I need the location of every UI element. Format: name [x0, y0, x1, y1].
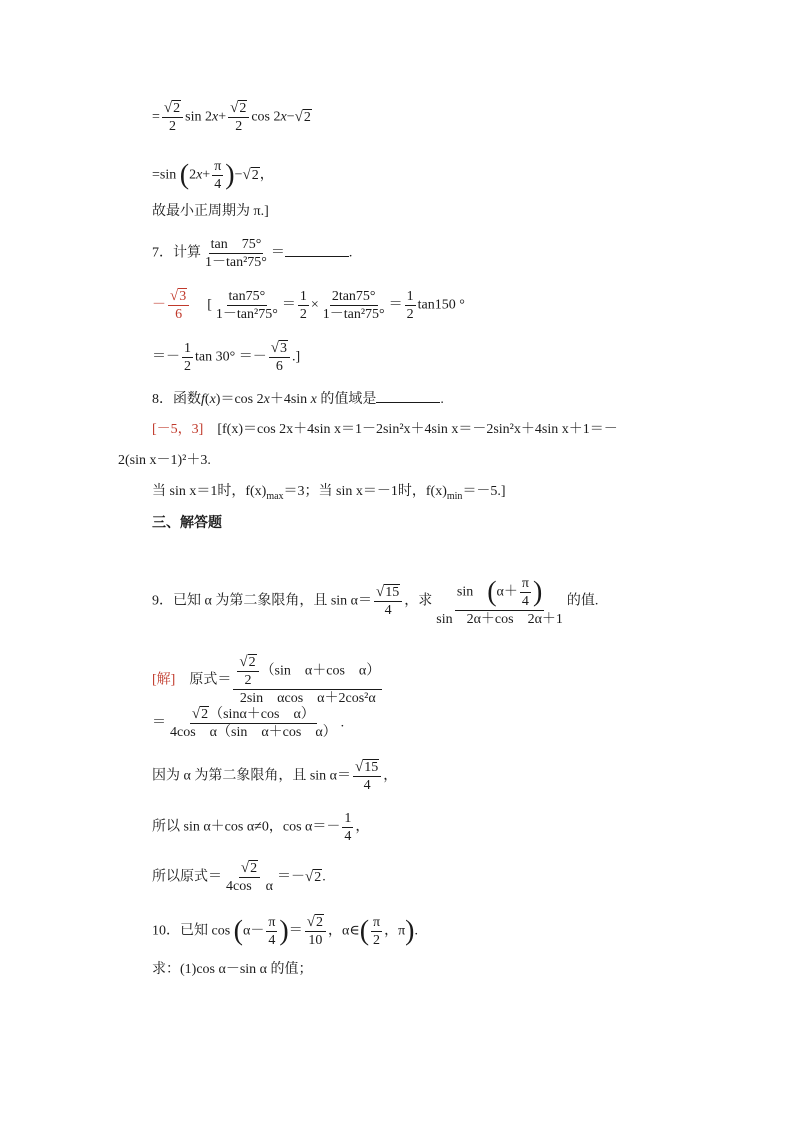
text: =sin [152, 167, 180, 183]
answer-7-cont [152, 340, 300, 375]
solution-9-step-4 [152, 810, 369, 845]
text: [ [207, 297, 212, 313]
fraction: $\frac{√2}{2}$ [228, 100, 249, 135]
text: ， [355, 819, 370, 835]
text: cos 2 [251, 109, 281, 125]
text: 2 [173, 101, 181, 116]
text: x [211, 109, 219, 125]
fraction: $\frac{1}{2}$ [406, 289, 414, 322]
text: ＝－5.] [462, 484, 506, 499]
fraction: $\frac{√15}{4}$ [353, 759, 381, 794]
fraction: $\frac{1}{2}$ [299, 289, 307, 322]
text: 10．已知 cos [152, 923, 234, 939]
text: = [152, 109, 160, 125]
eq-line-1 [152, 100, 312, 135]
text: ＝ [270, 245, 285, 261]
text: ＝ [152, 715, 166, 731]
period-conclusion [152, 202, 269, 222]
text: − [286, 109, 295, 125]
text: 的值域是 [320, 392, 377, 407]
text: )＝cos 2 [215, 392, 264, 407]
text: 2 [169, 119, 177, 134]
text: 2 [303, 109, 311, 125]
text: 当 sin x＝1时，f(x) [152, 484, 267, 499]
text: ＝3；当 sin x＝－1时，f(x) [283, 484, 447, 499]
text: ＝－ [152, 349, 180, 365]
answer-8 [152, 420, 618, 440]
text: + [218, 109, 227, 125]
text: 因为 α 为第二象限角，且 sin α＝ [152, 768, 352, 784]
question-8: 8．函数f(x)＝cos 2x＋4sin x 的值域是 . [152, 388, 444, 410]
fraction: $\frac{√2}{2}$ [162, 100, 183, 135]
text: x [209, 392, 216, 407]
text: ， [259, 167, 274, 183]
text: x [263, 392, 270, 407]
text: x [280, 109, 287, 125]
text: 三、解答题 [152, 515, 222, 531]
text: max [266, 490, 284, 502]
text: 7．计算 [152, 245, 201, 261]
text: . [340, 715, 345, 731]
text: 9．已知 α 为第二象限角，且 sin α＝ [152, 593, 373, 609]
fraction: $\frac{√2}{\text{4cos α}}$ [226, 860, 273, 894]
fraction: sin (α＋ $\frac{\pi}{4}$ ) sin 2α＋cos 2α＋1 [436, 576, 563, 627]
text: tan150 ° [417, 297, 465, 313]
text: 2 [189, 167, 197, 183]
text: 2(sin x－1)²＋3. [118, 453, 211, 468]
text: .] [291, 349, 301, 365]
solution-9-step-3 [152, 759, 397, 794]
question-7 [152, 236, 352, 271]
fraction: $\frac{\pi}{4}$ [214, 159, 222, 192]
question-9 [152, 575, 598, 628]
sqrt: √2 [305, 868, 322, 885]
section-title [152, 513, 222, 533]
answer-8-cont [118, 451, 211, 471]
fraction: $\frac{√2}{2}$ （sin α＋cos α） 2sin αcos α＋2cos²α [233, 654, 382, 707]
answer-blank [376, 388, 440, 403]
text: f [201, 392, 205, 407]
text: . [322, 869, 326, 885]
text: 2 [239, 101, 247, 116]
solution-9-step-2 [152, 706, 344, 741]
solution-9-result [152, 860, 326, 895]
text: 8．函数 [152, 392, 201, 407]
text: − [234, 167, 243, 183]
text: [f(x)＝cos 2x＋4sin x＝1－2sin²x＋4sin x＝－2sin²x＋4sin x＋1＝－ [217, 422, 618, 437]
text: × [310, 297, 319, 313]
answer-fraction: $\frac{√3}{6}$ [168, 288, 189, 323]
text: ， [383, 768, 398, 784]
text: － [152, 297, 166, 313]
text: ＋4sin [269, 392, 311, 407]
eq-line-2: =sin (2x+ $\frac{\pi}{4}$ )−√2， [152, 159, 274, 192]
text: . [348, 245, 353, 261]
answer-8-extrema [152, 482, 506, 507]
text: α－ [243, 923, 265, 939]
text: sin 2 [185, 109, 212, 125]
text: min [446, 490, 463, 502]
text: 所以 sin α＋cos α≠0，cos α＝－ [152, 819, 341, 835]
text: tan 30° ＝－ [195, 349, 267, 365]
fraction: $\frac{1}{4}$ [344, 811, 352, 844]
text: 的值. [566, 593, 599, 609]
question-10-part-1 [152, 960, 313, 980]
text: ，α∈ [327, 923, 360, 939]
text: 原式＝ [189, 672, 232, 688]
text: . [414, 923, 418, 939]
text: 求：(1)cos α－sin α 的值； [152, 962, 313, 977]
solution-9-step-1 [152, 654, 384, 707]
text: ，π [384, 923, 406, 939]
text: 故最小正周期为 π.] [152, 204, 269, 219]
fraction: $\frac{\pi}{4}$ [268, 915, 276, 948]
text: ＝－ [277, 869, 305, 885]
fraction: $\frac{√15}{4}$ [374, 584, 402, 619]
fraction: $\frac{\tan 75^\circ}{\text{1－tan²75°}}$ [215, 289, 278, 322]
text: + [202, 167, 211, 183]
text: ，求 [404, 593, 433, 609]
fraction: $\frac{√2}{10}$ [305, 914, 326, 949]
answer-7 [152, 288, 465, 323]
solution-tag: [解] [152, 672, 176, 688]
fraction: $\frac{√3}{6}$ [269, 340, 290, 375]
fraction: $\frac{\pi}{2}$ [373, 915, 381, 948]
text: ＝ [288, 923, 303, 939]
text: ＝ [281, 297, 296, 313]
sqrt: √2 [294, 108, 311, 125]
text: 2 [235, 119, 243, 134]
text: x [310, 392, 317, 407]
text: ＝ [388, 297, 403, 313]
answer-value: [－5，3] [152, 422, 204, 437]
text: x [196, 167, 203, 183]
sqrt: √2 [242, 166, 259, 183]
text: 所以原式＝ [152, 869, 222, 885]
fraction: $\frac{2\tan 75^\circ}{\text{1－tan²75°}}$ [322, 289, 385, 322]
fraction: $\frac{\text{√2（sinα＋cos α）}}{\text{4cos α（sin α＋cos α）}}$ [170, 706, 337, 740]
fraction: $\frac{1}{2}$ [184, 341, 191, 374]
question-10: 10．已知 cos (α－ $\frac{\pi}{4}$ )＝ $\frac{√2}{10}$ ，α∈( $\frac{\pi}{2}$ ，π). [152, 914, 418, 948]
answer-blank [285, 242, 349, 257]
fraction: $\frac{\tan 75^\circ}{\text{1－tan²75°}}$ [205, 237, 267, 270]
